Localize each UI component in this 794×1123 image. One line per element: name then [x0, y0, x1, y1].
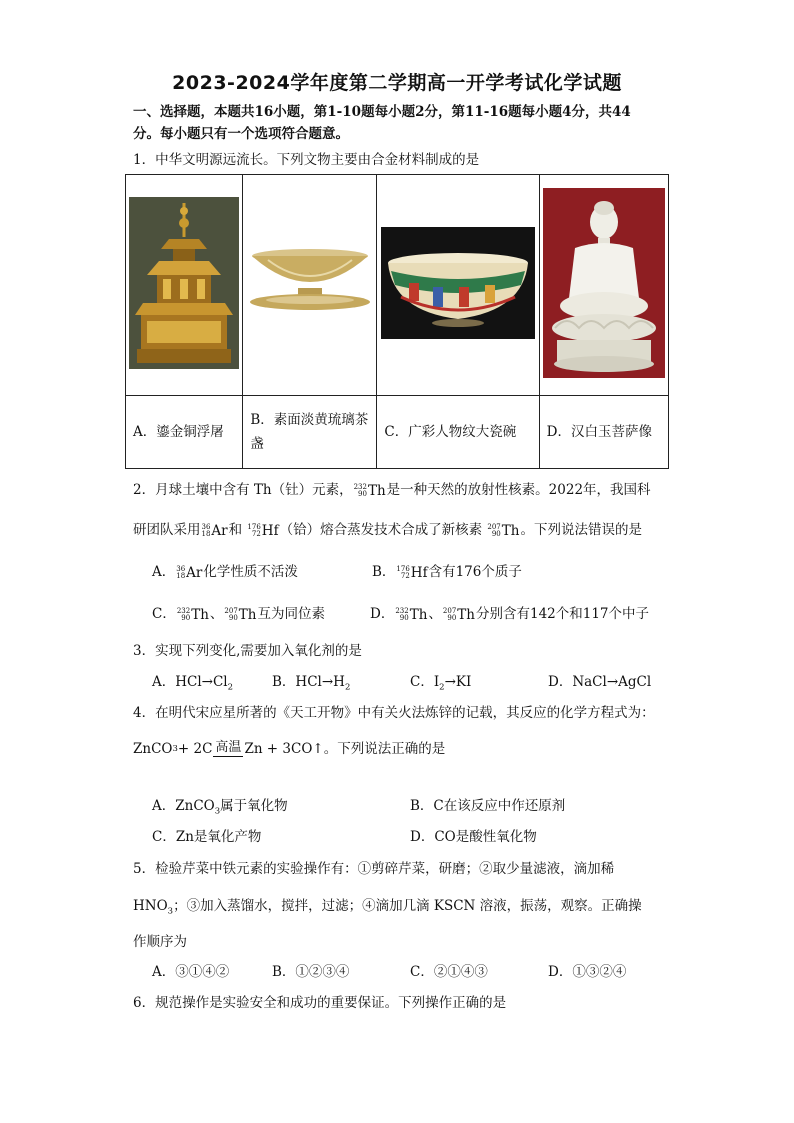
q4-a-text: A．ZnCO: [152, 798, 215, 814]
q2-text-1b: 是一种天然的放射性核素。2022年，我国科: [386, 482, 651, 498]
nuclide-z: 18: [201, 529, 211, 538]
nuclide-z: 90: [181, 613, 191, 622]
porcelain-bowl-image: [381, 227, 535, 339]
equation-products: Zn + 3CO↑: [244, 741, 324, 757]
nuclide-hf176: [396, 563, 427, 583]
nuclide-mass: 232: [395, 606, 409, 615]
q3-a-sub: 2: [227, 682, 234, 693]
nuclide-mass: 36: [201, 522, 211, 531]
nuclide-ar36: [202, 521, 228, 541]
q3-option-b: [272, 672, 350, 698]
q1-option-b: [243, 396, 377, 469]
q3-a-text: A．HCl→Cl: [152, 674, 228, 690]
section-instructions-line1: 一、选择题，本题共16小题，第1-10题每小题2分，第11-16题每小题4分，共44: [133, 104, 631, 120]
nuclide-symbol: Th: [457, 606, 475, 623]
nuclide-symbol: Th: [409, 606, 428, 623]
q2-option-a: [152, 562, 298, 583]
q5-line2: [133, 896, 642, 922]
q4-equation-line: [133, 736, 445, 762]
nuclide-th207: [487, 521, 519, 541]
reaction-condition: 高温: [215, 740, 242, 755]
q6-stem: 6．规范操作是实验安全和成功的重要保证。下列操作正确的是: [133, 995, 507, 1011]
q2-text-2d: 。下列说法错误的是: [520, 522, 642, 538]
q2-line2: [133, 520, 642, 541]
nuclide-mass: 36: [176, 564, 186, 573]
q4-option-b: B．C在该反应中作还原剂: [410, 798, 566, 814]
q1-image-cell-d: [539, 175, 668, 396]
q2-d-text: 分别含有142个和117个中子: [475, 606, 650, 622]
q3-c-sub: 2: [439, 682, 445, 693]
nuclide-mass: 232: [353, 482, 367, 491]
nuclide-symbol: Th: [367, 482, 386, 499]
white-jade-buddha-image: [543, 188, 665, 378]
q2-c-sep: 、: [209, 606, 224, 622]
q1-option-a: [126, 396, 243, 469]
q2-b-text: 含有176个质子: [428, 564, 522, 580]
q1-option-a-label: A．鎏金铜浮屠: [133, 424, 224, 440]
q2-a-prefix: A．: [152, 564, 176, 580]
q1-option-b-label-cont: 盏: [250, 436, 264, 452]
equation-reactant-1: ZnCO: [133, 741, 173, 757]
q4-a-text-post: 属于氧化物: [220, 798, 288, 814]
q1-option-c-label: C．广彩人物纹大瓷碗: [384, 424, 517, 440]
q1-option-b-label: B．素面淡黄琉璃茶: [250, 412, 369, 428]
q2-text-1a: 2．月球土壤中含有 Th（钍）元素，: [133, 482, 353, 498]
q2-line1: [133, 480, 651, 501]
q3-option-a: [152, 672, 233, 698]
q3-c-text-post: →KI: [444, 674, 472, 690]
q2-a-text: 化学性质不活泼: [203, 564, 298, 580]
q5-option-b: B．①②③④: [272, 964, 350, 980]
q4-option-d: D．CO是酸性氧化物: [410, 829, 537, 845]
q1-image-cell-a: [126, 175, 243, 396]
q5-hno3: HNO: [133, 898, 168, 914]
gilt-bronze-pagoda-image: [129, 197, 239, 369]
glass-tea-bowl-image: [248, 248, 372, 318]
nuclide-z: 90: [491, 529, 501, 538]
reaction-condition-arrow: [213, 741, 243, 757]
q3-option-c: [410, 672, 471, 698]
q2-option-d: [370, 604, 649, 625]
q5-option-a: A．③①④②: [152, 964, 230, 980]
nuclide-mass: 232: [176, 606, 191, 615]
q4-option-c: C．Zn是氧化产物: [152, 829, 262, 845]
nuclide-z: 72: [251, 529, 261, 538]
equation-reactant-2: + 2C: [177, 741, 213, 757]
q2-text-2c: （铪）熔合蒸发技术合成了新核素: [279, 522, 483, 538]
q4-option-a: [152, 796, 288, 822]
q2-text-2b: 和: [228, 522, 243, 538]
nuclide-hf176: [247, 521, 278, 541]
q2-text-2a: 研团队采用: [133, 522, 201, 538]
chemical-equation: [133, 736, 324, 762]
q4-equation-tail: 。下列说法正确的是: [323, 741, 446, 757]
nuclide-symbol: Ar: [211, 522, 228, 539]
nuclide-symbol: Th: [501, 522, 520, 539]
nuclide-th207: [443, 605, 475, 625]
nuclide-symbol: Th: [191, 606, 209, 623]
nuclide-ar36: [176, 563, 202, 583]
nuclide-z: 90: [447, 613, 457, 622]
nuclide-mass: 207: [224, 606, 238, 615]
nuclide-z: 72: [400, 571, 410, 580]
nuclide-th232: [395, 605, 427, 625]
nuclide-z: 90: [228, 613, 238, 622]
q2-d-sep: 、: [428, 606, 442, 622]
page-title: 2023-2024学年度第二学期高一开学考试化学试题: [172, 72, 622, 94]
q3-b-text: B．HCl→H: [272, 674, 345, 690]
q2-option-c: [152, 604, 325, 625]
nuclide-mass: 176: [247, 522, 261, 531]
q1-stem: 1．中华文明源远流长。下列文物主要由合金材料制成的是: [133, 152, 480, 168]
q3-b-sub: 2: [344, 682, 351, 693]
q1-image-cell-c: [377, 175, 539, 396]
q5-hno3-sub: 3: [167, 906, 174, 917]
q4-a-sub: 3: [214, 806, 221, 817]
q5-option-c: C．②①④③: [410, 964, 488, 980]
q1-option-d: [539, 396, 668, 469]
q4-stem: 4．在明代宋应星所著的《天工开物》中有关火法炼锌的记载，其反应的化学方程式为：: [133, 705, 655, 721]
nuclide-mass: 207: [442, 606, 457, 615]
nuclide-th207: [224, 605, 256, 625]
q1-image-cell-b: [243, 175, 377, 396]
nuclide-symbol: Hf: [410, 564, 428, 581]
q2-d-prefix: D．: [370, 606, 395, 622]
equation-sub: 3: [172, 744, 178, 754]
nuclide-z: 90: [358, 489, 367, 498]
q1-option-d-label: D．汉白玉菩萨像: [546, 424, 652, 440]
nuclide-th232: [177, 605, 209, 625]
nuclide-z: 18: [176, 571, 186, 580]
q1-options-table: [125, 174, 669, 469]
q2-c-text: 互为同位素: [257, 606, 325, 622]
q1-option-c: [377, 396, 539, 469]
nuclide-mass: 207: [487, 522, 501, 531]
q2-option-b: [372, 562, 522, 583]
nuclide-mass: 176: [396, 564, 410, 573]
q3-c-text: C．I: [410, 674, 440, 690]
q5-line1: 5．检验芹菜中铁元素的实验操作有：①剪碎芹菜，研磨；②取少量滤液，滴加稀: [133, 861, 615, 877]
q2-c-prefix: C．: [152, 606, 176, 622]
nuclide-symbol: Hf: [261, 522, 279, 539]
section-instructions-line2: 分。每小题只有一个选项符合题意。: [133, 126, 349, 142]
q3-stem: 3．实现下列变化,需要加入氧化剂的是: [133, 643, 362, 659]
nuclide-symbol: Ar: [186, 564, 203, 581]
nuclide-z: 90: [399, 613, 409, 622]
q5-line2-text: ；③加入蒸馏水，搅拌，过滤；④滴加几滴 KSCN 溶液，振荡，观察。正确操: [173, 898, 642, 914]
q2-b-prefix: B．: [372, 564, 396, 580]
q5-line3: 作顺序为: [133, 934, 187, 950]
q3-option-d: D．NaCl→AgCl: [548, 674, 652, 690]
nuclide-th232: [354, 481, 386, 501]
q5-option-d: D．①③②④: [548, 964, 627, 980]
nuclide-symbol: Th: [238, 606, 257, 623]
